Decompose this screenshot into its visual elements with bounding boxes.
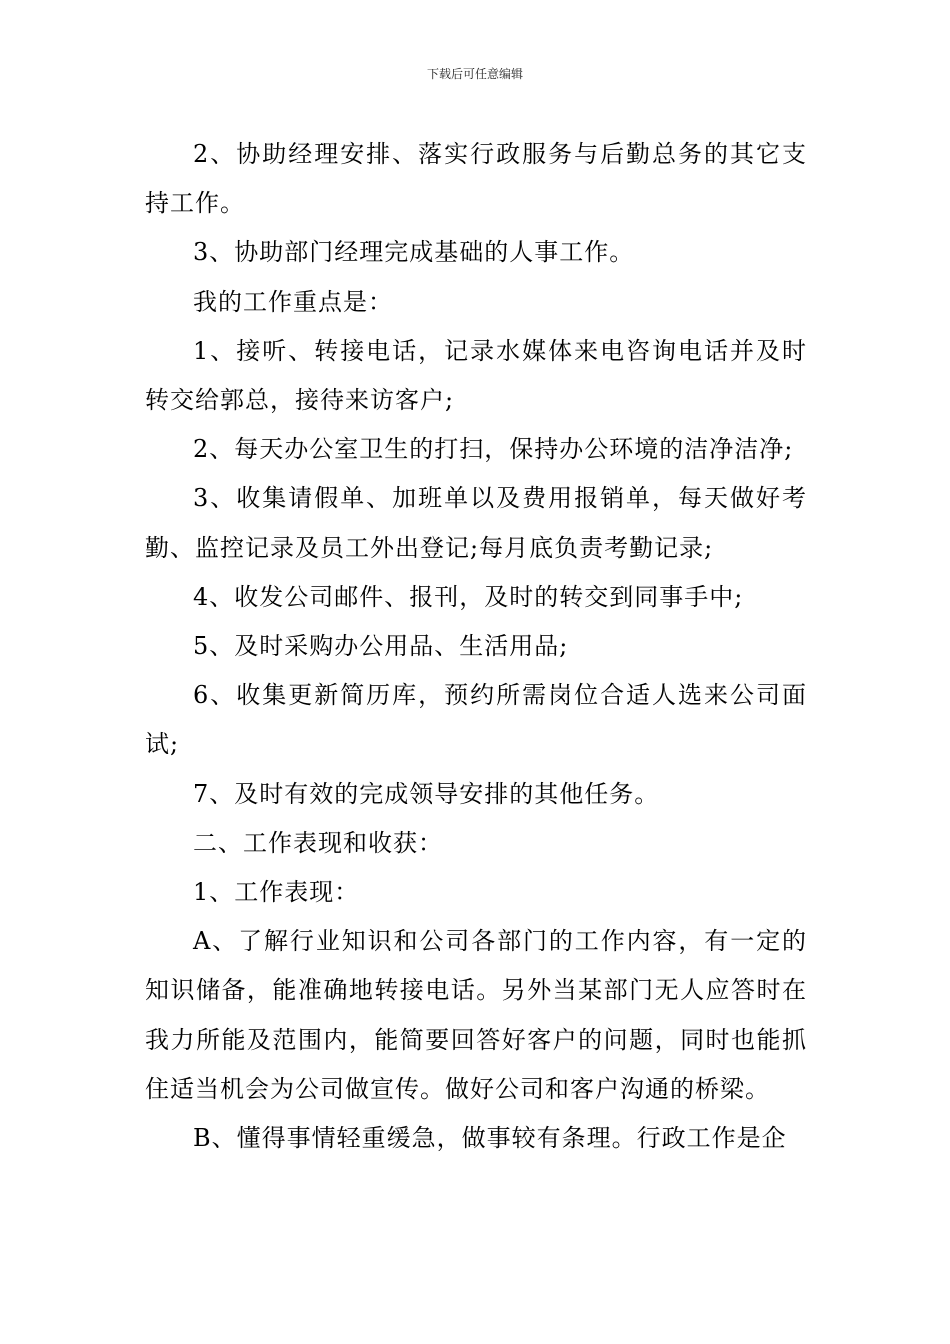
paragraph: 5、及时采购办公用品、生活用品;	[193, 632, 569, 661]
section-heading: 二、工作表现和收获：	[193, 828, 443, 857]
subsection-heading: 1、工作表现：	[193, 878, 360, 907]
paragraph: 我的工作重点是：	[193, 287, 393, 316]
paragraph: B、懂得事情轻重缓急，做事较有条理。行政工作是企	[193, 1124, 787, 1153]
page-header: 下载后可任意编辑	[426, 67, 523, 81]
paragraph: 7、及时有效的完成领导安排的其他任务。	[193, 779, 660, 808]
paragraph: 2、协助经理安排、落实行政服务与后勤总务的其它支持工作。	[145, 140, 807, 218]
paragraph: 2、每天办公室卫生的打扫，保持办公环境的洁净洁净;	[193, 435, 794, 464]
paragraph: A、了解行业知识和公司各部门的工作内容，有一定的知识储备，能准确地转接电话。另外当某部门无人应答时在我力所能及范围内，能简要回答好客户的问题，同时也能抓住适当机会为公司做宣传。做好公司和客户沟通的桥梁。	[145, 927, 807, 1103]
paragraph: 3、协助部门经理完成基础的人事工作。	[193, 238, 635, 267]
paragraph: 4、收发公司邮件、报刊，及时的转交到同事手中;	[193, 582, 744, 611]
document-body	[145, 130, 807, 1163]
paragraph: 3、收集请假单、加班单以及费用报销单，每天做好考勤、监控记录及员工外出登记;每月底负责考勤记录;	[145, 484, 807, 562]
paragraph: 6、收集更新简历库，预约所需岗位合适人选来公司面试;	[145, 681, 807, 759]
paragraph: 1、接听、转接电话，记录水媒体来电咨询电话并及时转交给郭总，接待来访客户;	[145, 336, 807, 415]
